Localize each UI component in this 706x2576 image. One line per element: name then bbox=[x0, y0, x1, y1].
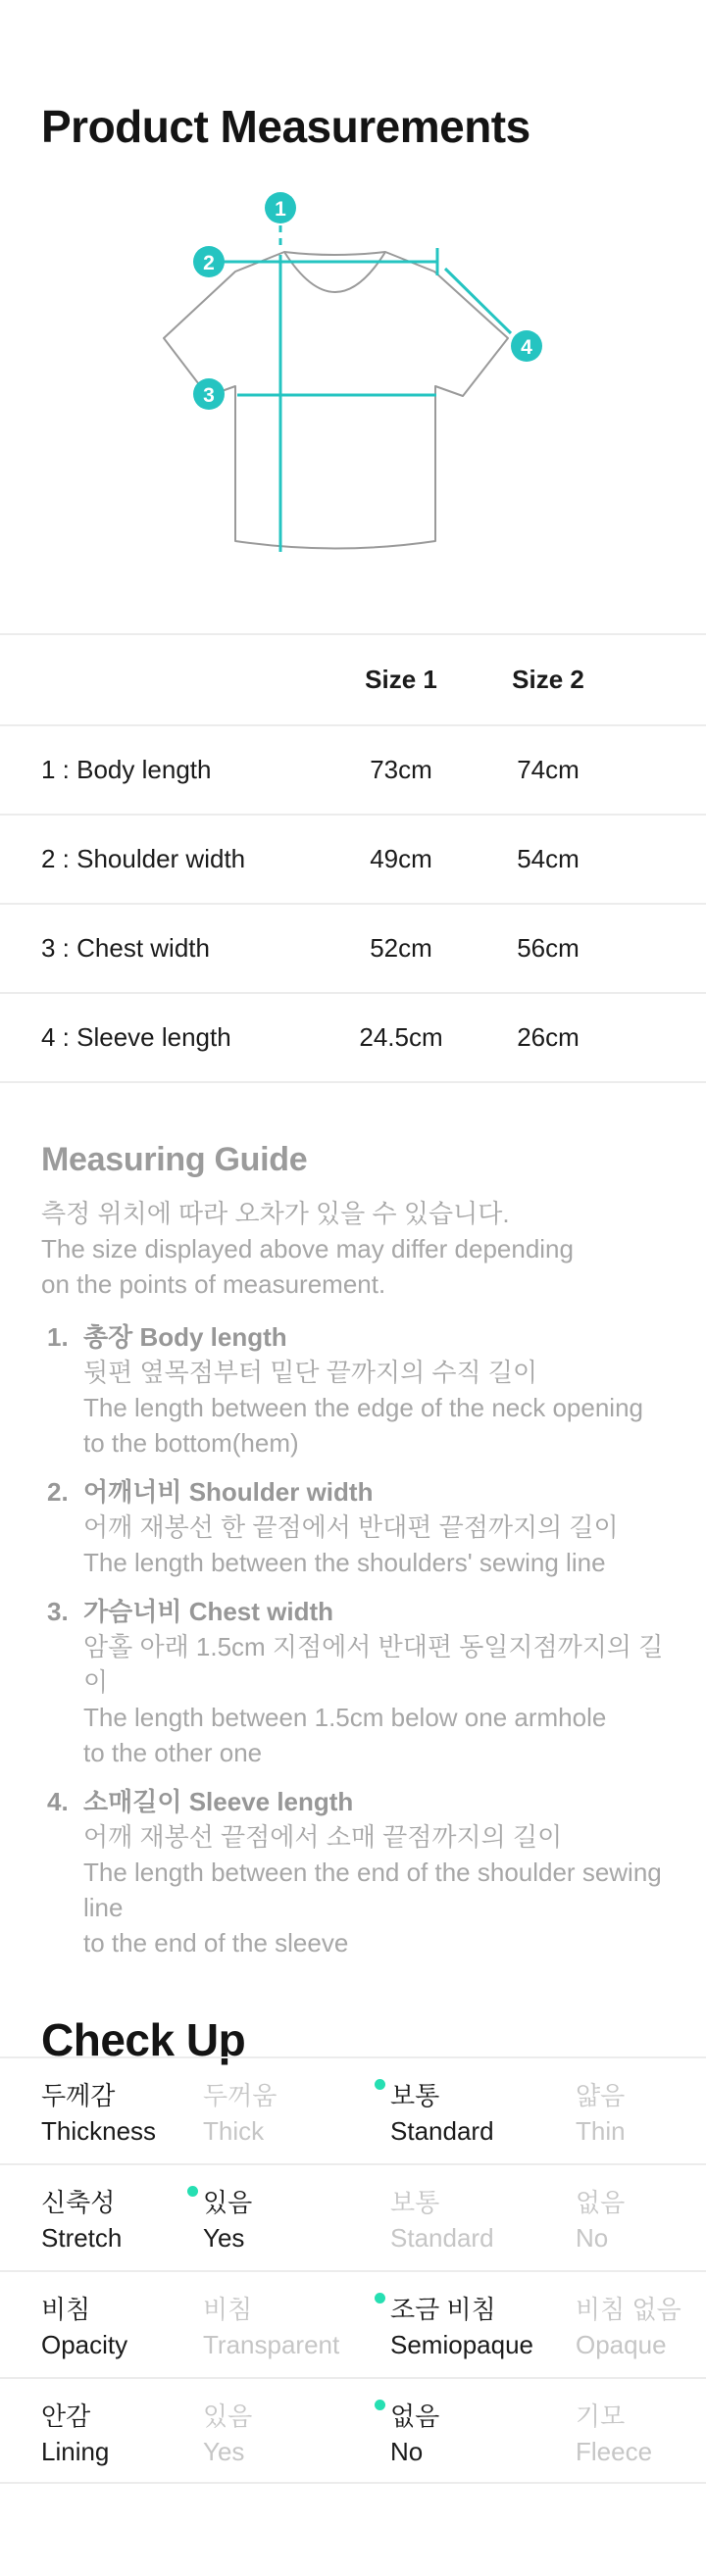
check-option-standard bbox=[390, 2185, 576, 2270]
guide-item-line: 어깨 재봉선 끝점에서 소매 끝점까지의 길이 bbox=[83, 1822, 563, 1852]
check-option-ko: 비침 bbox=[203, 2295, 253, 2324]
check-option-ko: 보통 bbox=[390, 2081, 440, 2110]
page-title: Product Measurements bbox=[41, 100, 530, 152]
check-option-thick bbox=[203, 2078, 390, 2163]
guide-item-title: 총장 Body length bbox=[83, 1322, 287, 1352]
measuring-guide-title: Measuring Guide bbox=[41, 1141, 308, 1178]
marker-3-number: 3 bbox=[203, 384, 215, 407]
check-option-lining-yes bbox=[203, 2399, 390, 2482]
check-row-label bbox=[41, 2185, 203, 2270]
measurement-value-size1: 52cm bbox=[370, 933, 432, 963]
check-row-label bbox=[41, 2292, 203, 2377]
check-option-no bbox=[576, 2185, 706, 2270]
measuring-guide-section bbox=[0, 1137, 706, 1974]
guide-item-chest-width bbox=[41, 1594, 665, 1770]
check-option-transparent bbox=[203, 2292, 390, 2377]
check-row-label bbox=[41, 2399, 203, 2482]
measurement-label: 1 : Body length bbox=[41, 755, 212, 784]
tshirt-measurement-diagram bbox=[103, 186, 544, 578]
check-option-en: Fleece bbox=[576, 2437, 653, 2466]
check-row-label-ko: 두께감 bbox=[41, 2081, 116, 2110]
check-option-ko: 조금 비침 bbox=[390, 2295, 496, 2324]
measurement-value-size2: 54cm bbox=[517, 844, 580, 873]
guide-item-line: 암홀 아래 1.5cm 지점에서 반대편 동일지점까지의 길이 bbox=[83, 1632, 664, 1697]
selected-dot-icon bbox=[375, 2293, 385, 2304]
check-option-yes-selected bbox=[203, 2185, 390, 2270]
size-table bbox=[0, 633, 706, 1083]
guide-item-content bbox=[83, 1594, 665, 1770]
check-row-label-en: Opacity bbox=[41, 2330, 128, 2359]
check-row-label-ko: 신축성 bbox=[41, 2188, 116, 2217]
marker-1-number: 1 bbox=[275, 198, 286, 221]
selected-dot-icon bbox=[375, 2079, 385, 2090]
check-row-label bbox=[41, 2078, 203, 2163]
measurement-value-size1: 49cm bbox=[370, 844, 432, 873]
measurement-label: 4 : Sleeve length bbox=[41, 1022, 231, 1052]
check-row-label-en: Thickness bbox=[41, 2116, 157, 2146]
check-row-label-ko: 안감 bbox=[41, 2402, 91, 2431]
check-row-label-en: Lining bbox=[41, 2437, 110, 2466]
check-option-opaque bbox=[576, 2292, 706, 2377]
check-row-lining bbox=[0, 2377, 706, 2484]
measurement-value-size2: 56cm bbox=[517, 933, 580, 963]
guide-item-line: to the bottom(hem) bbox=[83, 1428, 299, 1458]
check-up-title: Check Up bbox=[41, 2014, 246, 2066]
guide-item-line: The length between the shoulders' sewing line bbox=[83, 1548, 606, 1577]
check-option-en: Yes bbox=[203, 2437, 245, 2466]
guide-item-number: 2. bbox=[47, 1477, 69, 1507]
selected-dot-icon bbox=[375, 2400, 385, 2410]
size-table-header-row bbox=[0, 633, 706, 724]
guide-item-content bbox=[83, 1319, 665, 1461]
check-row-stretch bbox=[0, 2163, 706, 2270]
intro-line-ko: 측정 위치에 따라 오차가 있을 수 있습니다. bbox=[41, 1199, 510, 1228]
guide-item-line: to the other one bbox=[83, 1738, 263, 1767]
check-option-ko: 비침 없음 bbox=[576, 2295, 681, 2324]
measurement-value-size1: 24.5cm bbox=[359, 1022, 443, 1052]
guide-item-line: 어깨 재봉선 한 끝점에서 반대편 끝점까지의 길이 bbox=[83, 1512, 619, 1542]
measurement-value-size2: 74cm bbox=[517, 755, 580, 784]
check-option-ko: 보통 bbox=[390, 2188, 440, 2217]
check-option-thin bbox=[576, 2078, 706, 2163]
check-row-thickness bbox=[0, 2056, 706, 2163]
check-option-ko: 두꺼움 bbox=[203, 2081, 277, 2110]
check-row-opacity bbox=[0, 2270, 706, 2377]
selected-dot-icon bbox=[187, 2186, 198, 2197]
check-option-standard-selected bbox=[390, 2078, 576, 2163]
check-row-label-en: Stretch bbox=[41, 2223, 123, 2253]
guide-item-number: 3. bbox=[47, 1597, 69, 1626]
check-option-en: No bbox=[390, 2437, 424, 2466]
guide-item-number: 1. bbox=[47, 1322, 69, 1352]
check-option-semiopaque-selected bbox=[390, 2292, 576, 2377]
guide-item-line: The length between the edge of the neck opening bbox=[83, 1393, 643, 1422]
check-option-en: Standard bbox=[390, 2116, 494, 2146]
table-row-body-length bbox=[0, 724, 706, 814]
check-option-en: Standard bbox=[390, 2223, 494, 2253]
guide-item-sleeve-length bbox=[41, 1784, 665, 1960]
measuring-guide-intro bbox=[41, 1196, 665, 1302]
check-option-en: No bbox=[576, 2223, 609, 2253]
check-option-ko: 있음 bbox=[203, 2402, 253, 2431]
guide-item-content bbox=[83, 1784, 665, 1960]
check-option-en: Thick bbox=[203, 2116, 265, 2146]
check-option-en: Thin bbox=[576, 2116, 626, 2146]
measurement-label: 2 : Shoulder width bbox=[41, 844, 246, 873]
guide-item-title: 소매길이 Sleeve length bbox=[83, 1787, 354, 1816]
measuring-guide-list bbox=[41, 1319, 665, 1960]
guide-item-line: The length between 1.5cm below one armhole bbox=[83, 1703, 607, 1732]
guide-item-number: 4. bbox=[47, 1787, 69, 1816]
check-option-en: Opaque bbox=[576, 2330, 667, 2359]
intro-line-en-2: on the points of measurement. bbox=[41, 1269, 386, 1299]
table-row-chest-width bbox=[0, 903, 706, 992]
measurement-value-size2: 26cm bbox=[517, 1022, 580, 1052]
measurement-value-size1: 73cm bbox=[370, 755, 432, 784]
check-option-en: Semiopaque bbox=[390, 2330, 533, 2359]
marker-4-number: 4 bbox=[521, 336, 532, 359]
size-table-column-size2: Size 2 bbox=[512, 665, 584, 694]
check-option-ko: 없음 bbox=[576, 2188, 626, 2217]
guide-item-line: The length between the end of the shoulder sewing line bbox=[83, 1858, 662, 1922]
table-row-sleeve-length bbox=[0, 992, 706, 1083]
table-row-shoulder-width bbox=[0, 814, 706, 903]
check-option-ko: 없음 bbox=[390, 2402, 440, 2431]
marker-2-number: 2 bbox=[203, 252, 215, 274]
guide-item-content bbox=[83, 1474, 665, 1580]
guide-item-shoulder-width bbox=[41, 1474, 665, 1580]
size-table-column-size1: Size 1 bbox=[365, 665, 437, 694]
check-option-fleece bbox=[576, 2399, 706, 2482]
check-row-label-ko: 비침 bbox=[41, 2295, 91, 2324]
guide-item-line: to the end of the sleeve bbox=[83, 1928, 349, 1957]
check-up-table bbox=[0, 2056, 706, 2484]
guide-item-title: 어깨너비 Shoulder width bbox=[83, 1477, 374, 1507]
check-option-en: Yes bbox=[203, 2223, 245, 2253]
guide-item-title: 가슴너비 Chest width bbox=[83, 1597, 334, 1626]
check-option-en: Transparent bbox=[203, 2330, 340, 2359]
intro-line-en-1: The size displayed above may differ depending bbox=[41, 1234, 574, 1263]
check-option-ko: 있음 bbox=[203, 2188, 253, 2217]
guide-item-line: 뒷편 옆목점부터 밑단 끝까지의 수직 길이 bbox=[83, 1358, 538, 1387]
check-option-ko: 기모 bbox=[576, 2402, 626, 2431]
measurement-label: 3 : Chest width bbox=[41, 933, 210, 963]
check-option-ko: 얇음 bbox=[576, 2081, 626, 2110]
check-option-lining-no-selected bbox=[390, 2399, 576, 2482]
guide-item-body-length bbox=[41, 1319, 665, 1461]
